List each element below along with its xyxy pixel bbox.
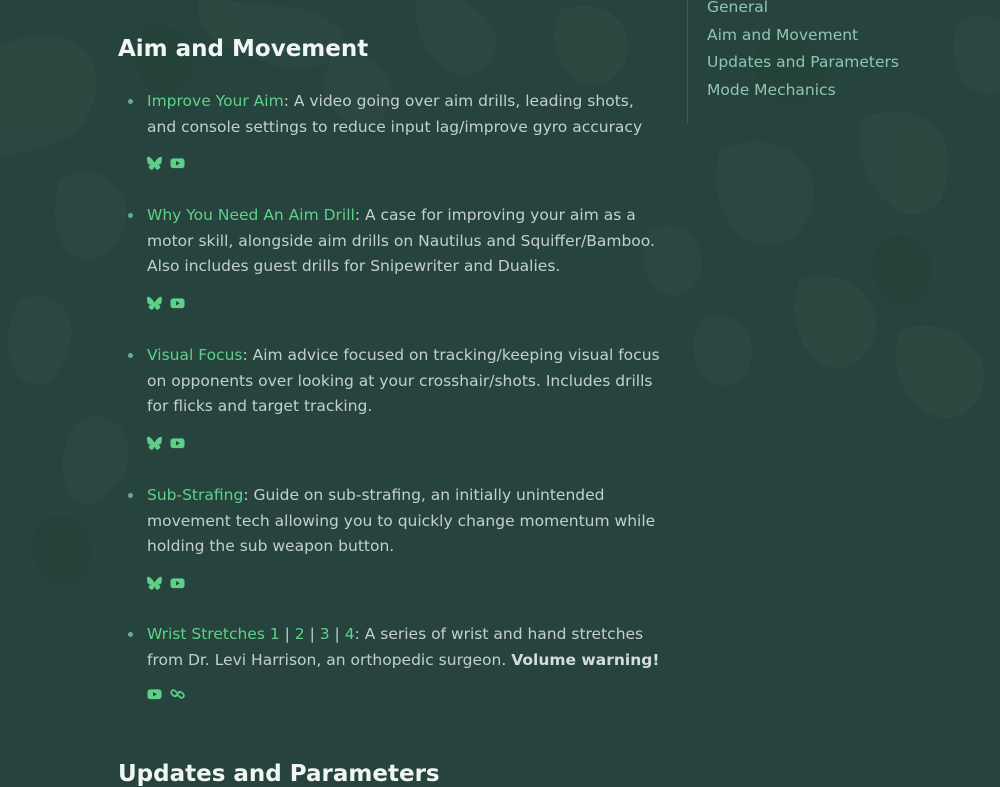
bullet (128, 213, 133, 218)
bluesky-icon[interactable] (147, 576, 162, 590)
link-icon[interactable] (170, 687, 185, 701)
entry-text (118, 343, 663, 420)
entry-description: : A video going over aim drills, leading shots, and console settings to reduce input lag/improve gyro accuracy (147, 92, 643, 136)
entry-title-link[interactable]: Why You Need An Aim Drill (147, 206, 355, 224)
entry-description: : A case for improving your aim as a motor skill, alongside aim drills on Nautilus and Squiffer/Bamboo. Also includes guest drills for Snipewriter and Dualies. (147, 206, 655, 275)
entry-title-link[interactable]: Sub-Strafing (147, 486, 244, 504)
toc-item-general[interactable]: General (707, 0, 769, 16)
entry-icons (147, 155, 663, 171)
part-link-4[interactable]: 4 (344, 625, 355, 643)
bluesky-icon[interactable] (147, 156, 162, 170)
entry-text (118, 483, 663, 560)
toc-item-mode-mechanics[interactable]: Mode Mechanics (707, 80, 836, 99)
list-item (118, 343, 663, 451)
table-of-contents (687, 0, 948, 123)
bullet (128, 632, 133, 637)
list-item (118, 622, 663, 702)
youtube-icon[interactable] (170, 436, 185, 450)
youtube-icon[interactable] (170, 156, 185, 170)
link-separator: | (304, 625, 320, 643)
entry-icons (147, 575, 663, 591)
part-link-3[interactable]: 3 (319, 625, 330, 643)
list-item (118, 89, 663, 171)
entry-icons (147, 295, 663, 311)
bullet (128, 353, 133, 358)
entry-description: : A series of wrist and hand stretches from Dr. Levi Harrison, an orthopedic surgeon. (147, 625, 644, 669)
next-section-title: Updates and Parameters (118, 761, 440, 787)
entry-description: : Guide on sub-strafing, an initially unintended movement tech allowing you to quickly change momentum while holding the sub weapon button. (147, 486, 656, 555)
entry-description: : Aim advice focused on tracking/keeping visual focus on opponents over looking at your crosshair/shots. Includes drills for flicks and target tracking. (147, 346, 660, 415)
toc-item-updates-and-parameters[interactable]: Updates and Parameters (707, 53, 899, 71)
part-link-2[interactable]: 2 (294, 625, 305, 643)
bluesky-icon[interactable] (147, 436, 162, 450)
youtube-icon[interactable] (170, 296, 185, 310)
entry-title-link[interactable]: Improve Your Aim (147, 92, 284, 110)
bullet (128, 493, 133, 498)
entry-icons (147, 435, 663, 451)
link-separator: | (279, 625, 295, 643)
bullet (128, 99, 133, 104)
volume-warning: Volume warning! (511, 650, 660, 669)
entry-text (118, 203, 663, 280)
list-item (118, 203, 663, 311)
bluesky-icon[interactable] (147, 296, 162, 310)
link-separator: | (329, 625, 345, 643)
entry-text (118, 89, 663, 140)
entry-text (118, 622, 663, 673)
list-item (118, 483, 663, 591)
entry-title-link[interactable]: Visual Focus (147, 346, 243, 364)
youtube-icon[interactable] (147, 687, 162, 701)
entry-icons (147, 686, 663, 702)
section-title: Aim and Movement (118, 36, 369, 62)
toc-item-aim-and-movement[interactable]: Aim and Movement (707, 25, 859, 44)
entry-title-link[interactable]: Wrist Stretches 1 (147, 625, 280, 643)
youtube-icon[interactable] (170, 576, 185, 590)
